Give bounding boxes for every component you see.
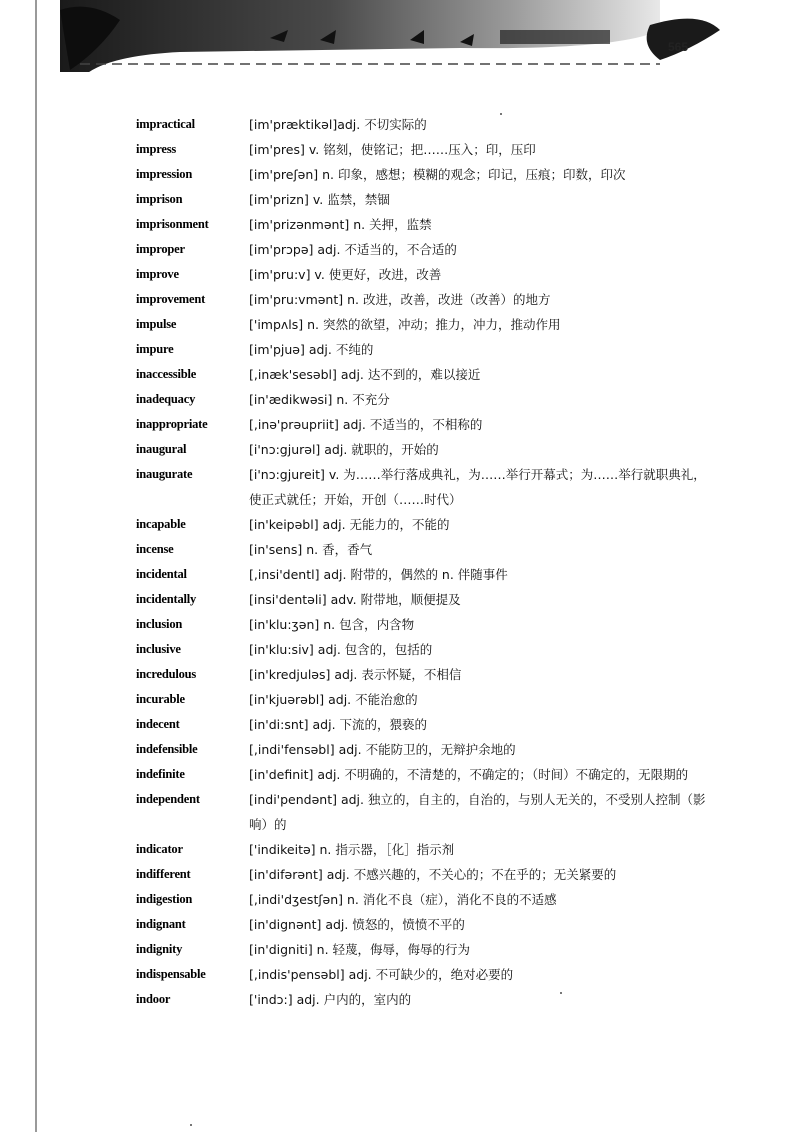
headword: impure (136, 342, 174, 356)
definition: [in'klu:ʒən] n. 包含，内含物 (249, 617, 415, 632)
headword: indefinite (136, 767, 185, 781)
list-item (136, 662, 716, 687)
page-binding-edge (35, 0, 37, 1132)
headword: indefensible (136, 742, 198, 756)
definition: [in'definit] adj. 不明确的，不清楚的，不确定的；（时间）不确定的，无限期的 (249, 767, 689, 782)
list-item (136, 837, 716, 862)
list-item (136, 762, 716, 787)
definition: [,insi'dentl] adj. 附带的，偶然的 n. 伴随事件 (249, 567, 508, 582)
list-item (136, 862, 716, 887)
definition: [,inə'prəupriit] adj. 不适当的，不相称的 (249, 417, 483, 432)
list-item (136, 187, 716, 212)
scan-speck (560, 992, 562, 994)
definition: [in'digniti] n. 轻蔑，侮辱，侮辱的行为 (249, 942, 471, 957)
list-item (136, 312, 716, 337)
headword: indispensable (136, 967, 206, 981)
headword: inaugurate (136, 467, 193, 481)
list-item (136, 962, 716, 987)
list-item (136, 112, 716, 137)
definition: [,indis'pensəbl] adj. 不可缺少的，绝对必要的 (249, 967, 514, 982)
definition: ['indɔ:] adj. 户内的，室内的 (249, 992, 412, 1007)
list-item (136, 562, 716, 587)
list-item (136, 587, 716, 612)
headword: inadequacy (136, 392, 196, 406)
headword: indigestion (136, 892, 193, 906)
list-item (136, 412, 716, 437)
list-item (136, 737, 716, 762)
headword: indignant (136, 917, 186, 931)
headword: incredulous (136, 667, 197, 681)
headword: impulse (136, 317, 177, 331)
definition: [in'sens] n. 香，香气 (249, 542, 373, 557)
definition: [im'præktikəl]adj. 不切实际的 (249, 117, 427, 132)
list-item (136, 787, 716, 837)
definition: [i'nɔ:gjureit] v. 为……举行落成典礼，为……举行开幕式；为……举行就职典礼，使正式就任；开始，开创（……时代） (249, 467, 706, 507)
definition: ['impʌls] n. 突然的欲望，冲动；推力，冲力，推动作用 (249, 317, 561, 332)
headword: imprisonment (136, 217, 209, 231)
headword: inclusive (136, 642, 181, 656)
headword: impress (136, 142, 177, 156)
headword: inaugural (136, 442, 187, 456)
definition: [indi'pendənt] adj. 独立的，自主的，自治的，与别人无关的，不受别人控制（影响）的 (249, 792, 706, 832)
headword: indignity (136, 942, 183, 956)
list-item (136, 387, 716, 412)
headword: indoor (136, 992, 171, 1006)
definition: [im'prɔpə] adj. 不适当的，不合适的 (249, 242, 457, 257)
headword: independent (136, 792, 200, 806)
definition: [in'klu:siv] adj. 包含的，包括的 (249, 642, 433, 657)
list-item (136, 337, 716, 362)
definition: [,indi'fensəbl] adj. 不能防卫的，无辩护余地的 (249, 742, 516, 757)
definition: [in'keipəbl] adj. 无能力的，不能的 (249, 517, 450, 532)
definition: [insi'dentəli] adv. 附带地，顺便提及 (249, 592, 461, 607)
definition: [im'preʃən] n. 印象，感想；模糊的观念；印记，压痕；印数，印次 (249, 167, 626, 182)
headword: impression (136, 167, 193, 181)
entry-list (136, 112, 716, 1012)
definition: [in'di:snt] adj. 下流的，猥亵的 (249, 717, 428, 732)
definition: [im'prizn] v. 监禁，禁锢 (249, 192, 390, 207)
list-item (136, 887, 716, 912)
definition: [im'prizənmənt] n. 关押，监禁 (249, 217, 432, 232)
headword: incense (136, 542, 174, 556)
headword: incurable (136, 692, 185, 706)
list-item (136, 437, 716, 462)
list-item (136, 362, 716, 387)
headword: indicator (136, 842, 183, 856)
headword: inclusion (136, 617, 183, 631)
headword: improve (136, 267, 179, 281)
headword: improvement (136, 292, 206, 306)
headword: indecent (136, 717, 180, 731)
list-item (136, 537, 716, 562)
headword: inaccessible (136, 367, 197, 381)
page-number: 565 (668, 40, 689, 54)
list-item (136, 237, 716, 262)
list-item (136, 687, 716, 712)
list-item (136, 612, 716, 637)
headword: incapable (136, 517, 186, 531)
definition: [in'kjuərəbl] adj. 不能治愈的 (249, 692, 418, 707)
list-item (136, 987, 716, 1012)
list-item (136, 462, 716, 512)
list-item (136, 937, 716, 962)
headword: incidentally (136, 592, 197, 606)
scan-speck (190, 1124, 192, 1126)
definition: [im'pru:v] v. 使更好，改进，改善 (249, 267, 442, 282)
list-item (136, 912, 716, 937)
definition: [im'pru:vmənt] n. 改进，改善，改进（改善）的地方 (249, 292, 551, 307)
list-item (136, 287, 716, 312)
list-item (136, 262, 716, 287)
list-item (136, 162, 716, 187)
headword: improper (136, 242, 185, 256)
definition: [in'dignənt] adj. 愤怒的，愤愤不平的 (249, 917, 465, 932)
list-item (136, 637, 716, 662)
scan-speck (500, 113, 502, 115)
headword: imprison (136, 192, 183, 206)
definition: [i'nɔ:gjurəl] adj. 就职的，开始的 (249, 442, 439, 457)
definition: [im'pres] v. 铭刻，使铭记；把……压入；印，压印 (249, 142, 536, 157)
definition: [,indi'dʒestʃən] n. 消化不良（症），消化不良的不适感 (249, 892, 557, 907)
list-item (136, 137, 716, 162)
definition: [in'kredjuləs] adj. 表示怀疑，不相信 (249, 667, 462, 682)
definition: [im'pjuə] adj. 不纯的 (249, 342, 374, 357)
headword: incidental (136, 567, 187, 581)
definition: [in'difərənt] adj. 不感兴趣的，不关心的；不在乎的；无关紧要的 (249, 867, 617, 882)
list-item (136, 712, 716, 737)
definition: [in'ædikwəsi] n. 不充分 (249, 392, 390, 407)
headword: impractical (136, 117, 195, 131)
definition: ['indikeitə] n. 指示器，［化］指示剂 (249, 842, 455, 857)
list-item (136, 212, 716, 237)
list-item (136, 512, 716, 537)
headword: indifferent (136, 867, 191, 881)
definition: [,inæk'sesəbl] adj. 达不到的，难以接近 (249, 367, 481, 382)
header-banner (60, 0, 740, 72)
headword: inappropriate (136, 417, 208, 431)
